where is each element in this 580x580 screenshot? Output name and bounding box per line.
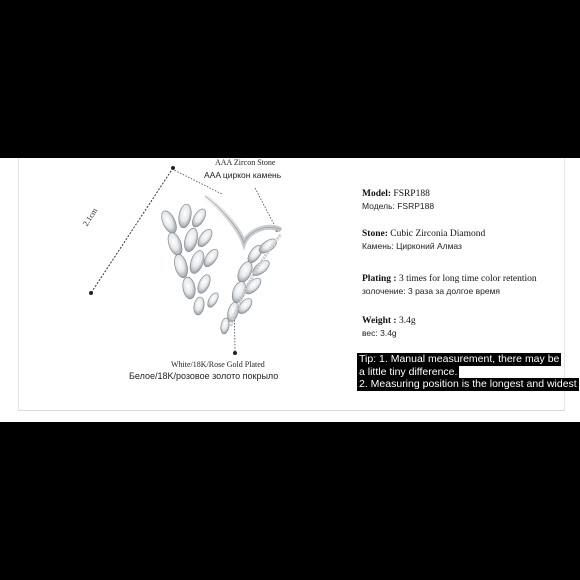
spec-value: Cubic Zirconia Diamond [387,229,486,239]
spec-ru: золочение: 3 раза за долгое время [362,286,501,296]
product-info-panel [18,158,577,411]
stone-callout-en: AAA Zircon Stone [215,158,276,167]
spec-ru: Модель: FSRP188 [362,201,435,211]
dimension-label: 2.1cm [81,206,100,228]
spec-plating [362,273,537,297]
spec-stone [362,228,485,252]
spec-value: 3.4g [396,316,416,326]
spec-model [362,188,434,212]
spec-label: Model: [362,189,392,199]
plating-callout-ru: Белое/18K/розовое золото покрыло [129,371,279,381]
spec-value: 3 times for long time color retention [396,274,537,284]
measurement-tip [357,353,579,391]
tip-line-1: Tip: 1. Manual measurement, there may be [359,353,560,365]
tip-line-3: 2. Measuring position is the longest and widest [359,378,577,390]
spec-value: FSRP188 [391,189,430,199]
spec-ru: Камень: Цирконий Алмаз [362,241,462,251]
spec-weight [362,315,416,339]
stone-callout-ru: AAA циркон камень [204,170,282,180]
dimension-line [91,168,173,293]
product-info-card [0,158,580,422]
spec-label: Stone: [362,229,388,239]
spec-label: Weight : [362,316,397,326]
plating-callout-en: White/18K/Rose Gold Plated [171,360,265,369]
spec-ru: вес: 3.4g [362,328,397,338]
tip-line-2: a little tiny difference. [359,365,458,378]
spec-label: Plating : [362,274,397,284]
